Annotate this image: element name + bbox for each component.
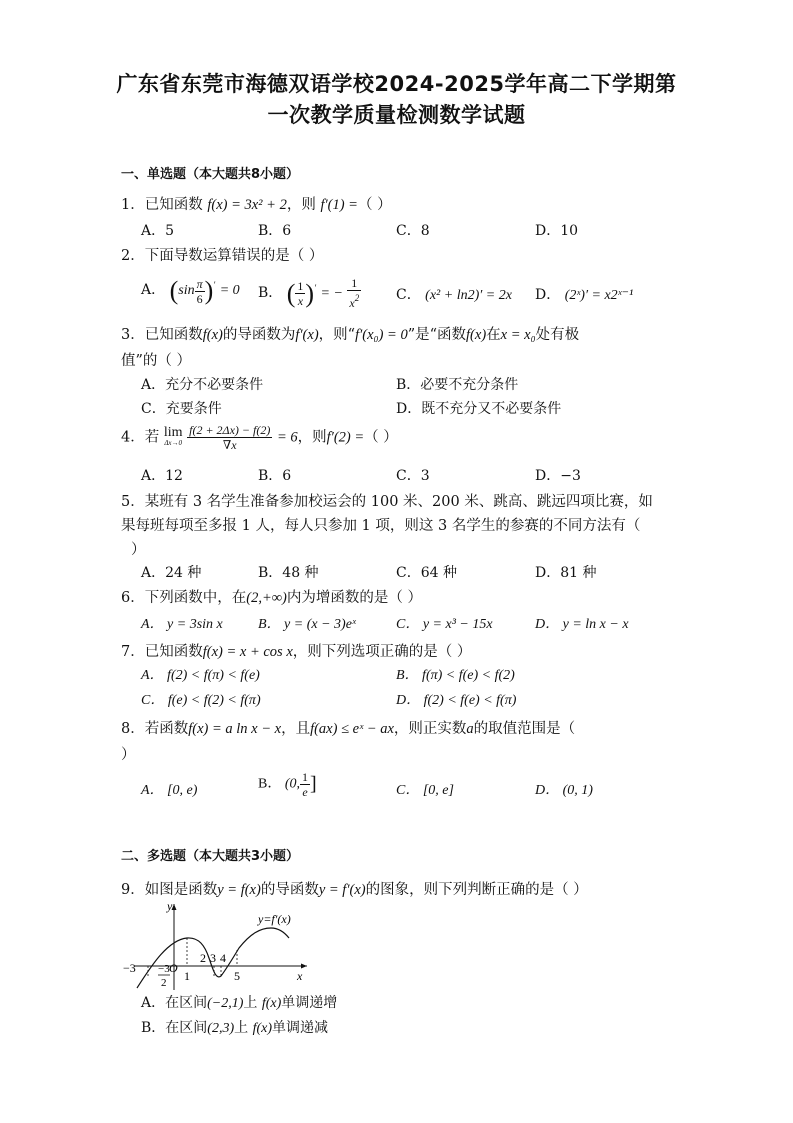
- question-5-line1: 5．某班有 3 名学生准备参加校运会的 100 米、200 米、跳高、跳远四项比赛，如: [121, 494, 653, 510]
- page-title-line1: 广东省东莞市海德双语学校2024-2025学年高二下学期第: [116, 72, 677, 96]
- q9-option-b-f: f(x): [252, 1021, 273, 1036]
- q8-option-b-left: (0,: [284, 776, 301, 792]
- q4-numerator: f(2 + 2Δx) − f(2): [189, 423, 271, 437]
- q3-fx: f(x): [202, 327, 223, 343]
- q9-f1: y = f(x): [217, 882, 261, 898]
- q8-option-a: A． [0, e): [141, 783, 198, 798]
- origin-label: O: [169, 961, 178, 975]
- question-3-line1: [121, 323, 579, 344]
- question-3-line2: 值”的（ ）: [121, 353, 192, 369]
- q3-xeq: x = x₀: [500, 327, 536, 343]
- q7-option-c: C． f(e) < f(2) < f(π): [141, 693, 261, 708]
- q2-option-a-rhs: = 0: [219, 283, 240, 299]
- q4-eq: = 6: [276, 429, 298, 446]
- q5-option-d: D．81 种: [535, 565, 597, 581]
- q2-option-d-expr: (2ˣ)′ = x2ˣ⁻¹: [564, 288, 634, 303]
- q3-q: ，则“: [318, 327, 356, 343]
- question-7: [121, 640, 471, 661]
- q9-option-a-mid: 上: [243, 995, 258, 1011]
- q9-option-a-f: f(x): [261, 996, 282, 1011]
- section-heading-single-choice: 一、单选题（本大题共8小题）: [121, 167, 300, 182]
- q1-number: 1．: [121, 197, 145, 213]
- q7-pre: 7．已知函数: [121, 644, 203, 660]
- q1-mid: ，则: [286, 197, 316, 213]
- q3-cond: f′(x₀) = 0: [355, 327, 408, 343]
- q3-option-a: A．充分不必要条件: [141, 377, 264, 393]
- q2-option-d-label: D．: [535, 287, 561, 303]
- q5-option-b: B．48 种: [258, 565, 319, 581]
- q3-option-c: C．充要条件: [141, 401, 222, 417]
- q4-option-a: A．12: [141, 468, 183, 484]
- q7-option-d: D． f(2) < f(e) < f(π): [396, 693, 517, 708]
- question-1: [121, 193, 392, 214]
- q1-option-b: B．6: [258, 223, 292, 239]
- q2-option-c-expr: (x² + ln2)′ = 2x: [425, 288, 512, 303]
- q4-option-b: B．6: [258, 468, 292, 484]
- q4-denominator: ∇x: [222, 438, 237, 452]
- q9-option-b-end: 单调递减: [272, 1020, 329, 1036]
- x-axis-arrow: [301, 964, 307, 969]
- q8-option-b-label: B．: [258, 776, 282, 792]
- q1-option-c: C．8: [396, 223, 430, 239]
- question-8: [121, 717, 575, 738]
- q8-option-b-den: e: [302, 785, 308, 799]
- q9-option-a-end: 单调递增: [281, 995, 338, 1011]
- question-8-line2: ）: [121, 747, 136, 763]
- q6-pre: 6．下列函数中，在: [121, 590, 247, 606]
- tick-2: 2: [200, 951, 206, 965]
- q2-option-b-rhs: = −: [320, 286, 343, 301]
- q8-mid2: ，则正实数: [393, 721, 467, 737]
- question-2: 2．下面导数运算错误的是（ ）: [121, 248, 324, 264]
- q3-option-d: D．既不充分又不必要条件: [396, 401, 562, 417]
- q8-option-c: C． [0, e]: [396, 783, 454, 798]
- q3-option-b: B．必要不充分条件: [396, 377, 519, 393]
- q6-interval: (2,+∞): [246, 590, 287, 606]
- q3-at: 在: [486, 327, 501, 343]
- question-5-line3: ）: [131, 542, 146, 558]
- q4-option-d: D．−3: [535, 468, 581, 484]
- q9-f2: y = f′(x): [318, 882, 366, 898]
- tick-4: 4: [220, 951, 226, 965]
- q8-ineq: f(ax) ≤ eˣ − ax: [310, 721, 394, 737]
- q4-option-c: C．3: [396, 468, 430, 484]
- q3-pre: 3．已知函数: [121, 327, 203, 343]
- q9-pre: 9．如图是函数: [121, 882, 218, 898]
- q8-fx: f(x) = a ln x − x: [188, 721, 282, 737]
- q1-option-a: A．5: [141, 223, 175, 239]
- q4-pre: 4．若: [121, 429, 160, 446]
- q8-pre: 8．若函数: [121, 721, 189, 737]
- q6-option-d: D． y = ln x − x: [535, 617, 629, 632]
- q9-option-b-interval: (2,3): [207, 1021, 235, 1036]
- q4-mid: ，则: [297, 429, 327, 446]
- q1-pre: 已知函数: [144, 197, 203, 213]
- q4-lim-sub: Δx→0: [164, 438, 183, 447]
- q1-option-d: D．10: [535, 223, 579, 239]
- q8-option-b: [258, 770, 317, 799]
- q3-fx2: f(x): [466, 327, 487, 343]
- y-axis-label: y: [167, 899, 173, 913]
- tick-neg-three-denominator: 2: [161, 977, 167, 989]
- tick-5: 5: [234, 969, 240, 983]
- q7-fx: f(x) = x + cos x: [202, 644, 293, 660]
- question-5-line2: 果每班每项至多报 1 人，每人只参加 1 项，则这 3 名学生的参赛的不同方法有（: [121, 518, 641, 534]
- q4-end: （ ）: [364, 429, 398, 446]
- q3-q2: ”是“函数: [407, 327, 467, 343]
- q5-option-a: A．24 种: [141, 565, 202, 581]
- q8-option-d: D． (0, 1): [535, 783, 593, 798]
- q1-ask: f′(1) =: [320, 197, 358, 213]
- section-heading-multi-choice: 二、多选题（本大题共3小题）: [121, 849, 300, 864]
- q8-mid: ，且: [281, 721, 311, 737]
- q2-option-a-label: A．: [141, 282, 166, 299]
- tick-neg-three-numerator: −3: [158, 963, 170, 975]
- q9-end: 的图象，则下列判断正确的是（ ）: [365, 882, 588, 898]
- q7-option-a: A． f(2) < f(π) < f(e): [141, 668, 260, 683]
- q4-lim: lim: [163, 424, 183, 440]
- q6-option-b: B． y = (x − 3)eˣ: [258, 617, 356, 632]
- question-6: [121, 586, 422, 607]
- tick-1: 1: [184, 969, 190, 983]
- q6-option-a: A． y = 3sin x: [141, 617, 223, 632]
- tick-neg-three: −3: [123, 961, 136, 975]
- q1-end: （ ）: [357, 197, 392, 213]
- q9-option-a-pre: A．在区间: [141, 995, 208, 1011]
- q9-option-a: [141, 992, 337, 1012]
- q2-option-b: B． ( $\frac{1}{x}$ )′ = − $\frac{1}{x^2}$: [258, 276, 360, 310]
- q7-end: ，则下列选项正确的是（ ）: [292, 644, 472, 660]
- question-9: [121, 878, 588, 899]
- q2-option-d: [535, 284, 633, 304]
- q8-end: 的取值范围是（: [473, 721, 576, 737]
- question-4: [121, 423, 398, 452]
- q2-option-b-label: B．: [258, 285, 283, 301]
- tick-3: 3: [210, 951, 216, 965]
- q9-option-b-pre: B．在区间: [141, 1020, 208, 1036]
- q2-option-c: [396, 284, 512, 304]
- q9-option-b-mid: 上: [234, 1020, 249, 1036]
- page-title-line2: 一次教学质量检测数学试题: [267, 103, 526, 127]
- q1-function: f(x) = 3x² + 2: [207, 197, 287, 213]
- q6-option-c: C． y = x³ − 15x: [396, 617, 493, 632]
- derivative-graph: [115, 898, 315, 993]
- q6-end: 内为增函数的是（ ）: [286, 590, 422, 606]
- x-axis-label: x: [297, 969, 303, 983]
- q8-option-b-right: ]: [310, 773, 317, 795]
- q7-option-b: B． f(π) < f(e) < f(2): [396, 668, 515, 683]
- q3-mid: 的导函数为: [222, 327, 296, 343]
- q2-option-c-label: C．: [396, 287, 421, 303]
- q9-mid: 的导函数: [260, 882, 319, 898]
- q9-option-b: [141, 1017, 328, 1037]
- q8-option-b-num: 1: [302, 770, 309, 784]
- q4-ask: f′(2) =: [326, 429, 365, 446]
- q3-end: 处有极: [535, 327, 580, 343]
- q2-option-a: A． (sin $\frac{\pi}{6}$ )′ = 0: [141, 276, 240, 306]
- q8-a: a: [466, 721, 474, 737]
- q3-fpx: f′(x): [295, 327, 319, 343]
- curve-label: y=f′(x): [258, 912, 291, 926]
- q9-option-a-interval: (−2,1): [207, 996, 244, 1011]
- q5-option-c: C．64 种: [396, 565, 457, 581]
